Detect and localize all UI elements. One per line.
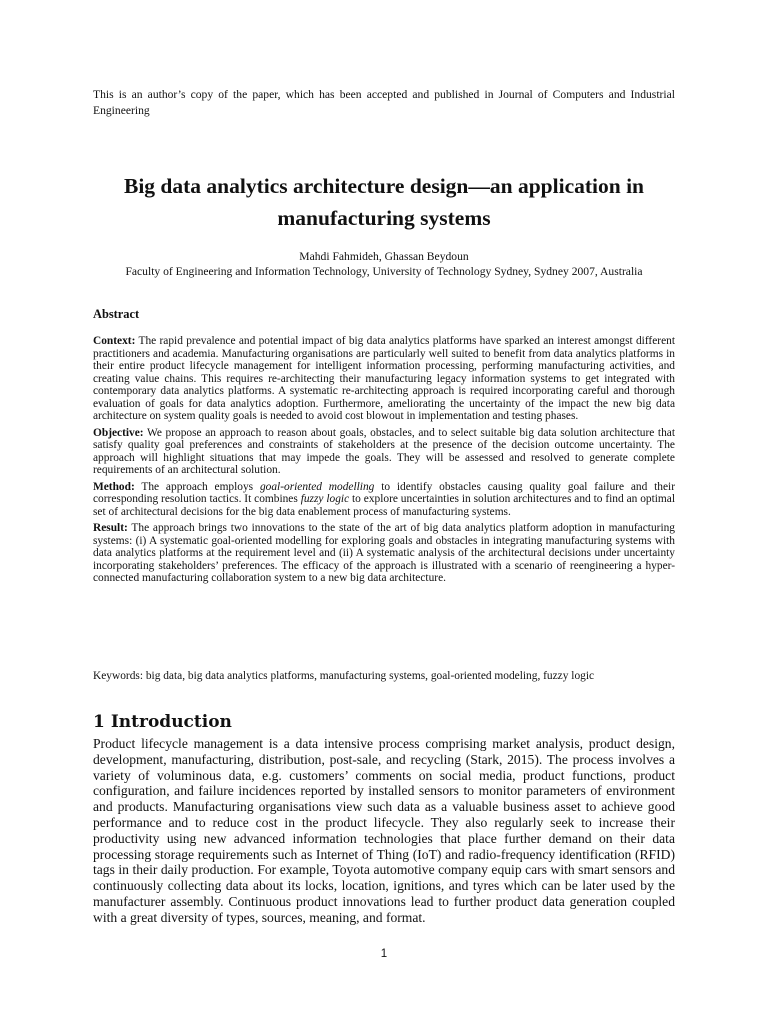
- method-emph-fuzzy-logic: fuzzy logic: [300, 493, 350, 505]
- paper-title: Big data analytics architecture design—an application in manufacturing systems: [123, 174, 645, 230]
- objective-label: Objective:: [93, 426, 144, 439]
- abstract-context: [93, 335, 675, 423]
- method-emph-goal-oriented: goal-oriented modelling: [259, 480, 375, 493]
- method-text-1: The approach employs: [134, 480, 260, 493]
- keywords: Keywords: big data, big data analytics platforms, manufacturing systems, goal-oriented modeling, fuzzy logic: [93, 670, 595, 682]
- section-heading-introduction: [93, 711, 232, 733]
- context-label: Context:: [93, 335, 136, 347]
- introduction-paragraph: Product lifecycle management is a data intensive process comprising market analysis, product design, development, manufacturing, distribution, post-sale, and recycling (Stark, 2015). The process involves a variety of voluminous data, e.g. customers’ comments on social media, product functions, product configuration, and failure incidences reported by installed sensors to monitor parameters of environment and products. Manufacturing organisations view such data as a valuable business asset to achieve good performance and to reduce cost in the product lifecycle. They also regularly seek to increase their productivity using new advanced information technologies that place further demand on their data processing storage requirements such as Internet of Thing (IoT) and radio-frequency identification (RFID) tags in their daily production. For example, Toyota automotive company equip cars with smart sensors and continuously collecting data about its locks, location, ignitions, and tyres which can be later used by the manufacturer assembly. Continuous product innovations lead to further product data generation coupled with a great diversity of types, sources, meaning, and format.: [93, 736, 675, 925]
- abstract-result: [93, 522, 675, 585]
- method-label: Method:: [93, 480, 135, 493]
- abstract-heading: Abstract: [93, 307, 140, 321]
- result-text: The approach brings two innovations to the state of the art of big data analytics platform adoption in manufacturing systems: (i) A systematic goal-oriented modelling for exploring goals and obstacles in integrating manufacturing systems with data analytics platforms at the requirement level and (ii) A systematic analysis of the architectural decisions under uncertainty incorporating stakeholders’ preferences. The efficacy of the approach is illustrated with a scenario of reengineering a hyper-connected manufacturing collaboration system to a new big data architecture.: [93, 522, 675, 584]
- result-label: Result:: [93, 522, 128, 534]
- author-affiliation: Faculty of Engineering and Information Technology, University of Technology Sydney, Sydney 2007, Australia: [125, 265, 643, 278]
- abstract-method: [93, 481, 675, 519]
- method-text-3: to explore uncertainties in solution architectures and to find an optimal set of architectural decisions for the big data enablement process of manufacturing systems.: [93, 493, 676, 518]
- section-number: 1: [93, 712, 105, 732]
- author-copy-note: This is an author’s copy of the paper, which has been accepted and published in Journal of Computers and Industrial Engineering: [93, 88, 675, 117]
- context-text: The rapid prevalence and potential impact of big data analytics platforms have sparked an interest amongst different practitioners and academia. Manufacturing organisations are particularly well suited to benefit from data analytics platforms in their entire product lifecycle management for intelligent information processing, performing manufacturing activities, and creating value chains. This requires re-architecting their manufacturing legacy information systems to get integrated with contemporary data analytics platforms. A systematic re-architecting approach is required incorporating careful and thorough evaluation of goals for data analytics adoption. Furthermore, ameliorating the uncertainty of the impact the new big data architecture on system quality goals is needed to avoid cost blowout in implementation and testing phases.: [93, 335, 675, 422]
- abstract-body: [93, 335, 675, 589]
- author-names: Mahdi Fahmideh, Ghassan Beydoun: [299, 250, 469, 263]
- page-number: 1: [380, 948, 388, 960]
- abstract-objective: [93, 427, 675, 477]
- objective-text: We propose an approach to reason about goals, obstacles, and to select suitable big data solution architecture that satisfy quality goal preferences and constraints of stakeholders at the presence of the decision outcome uncertainty. The approach will highlight situations that may impede the goals. They will be assessed and resolved to generate complete requirements of an architectural solution.: [93, 426, 675, 476]
- section-title: Introduction: [110, 712, 232, 732]
- author-block: [60, 249, 708, 279]
- method-text-2: to identify obstacles causing quality goal failure and their corresponding resolution tactics. It combines: [93, 480, 675, 505]
